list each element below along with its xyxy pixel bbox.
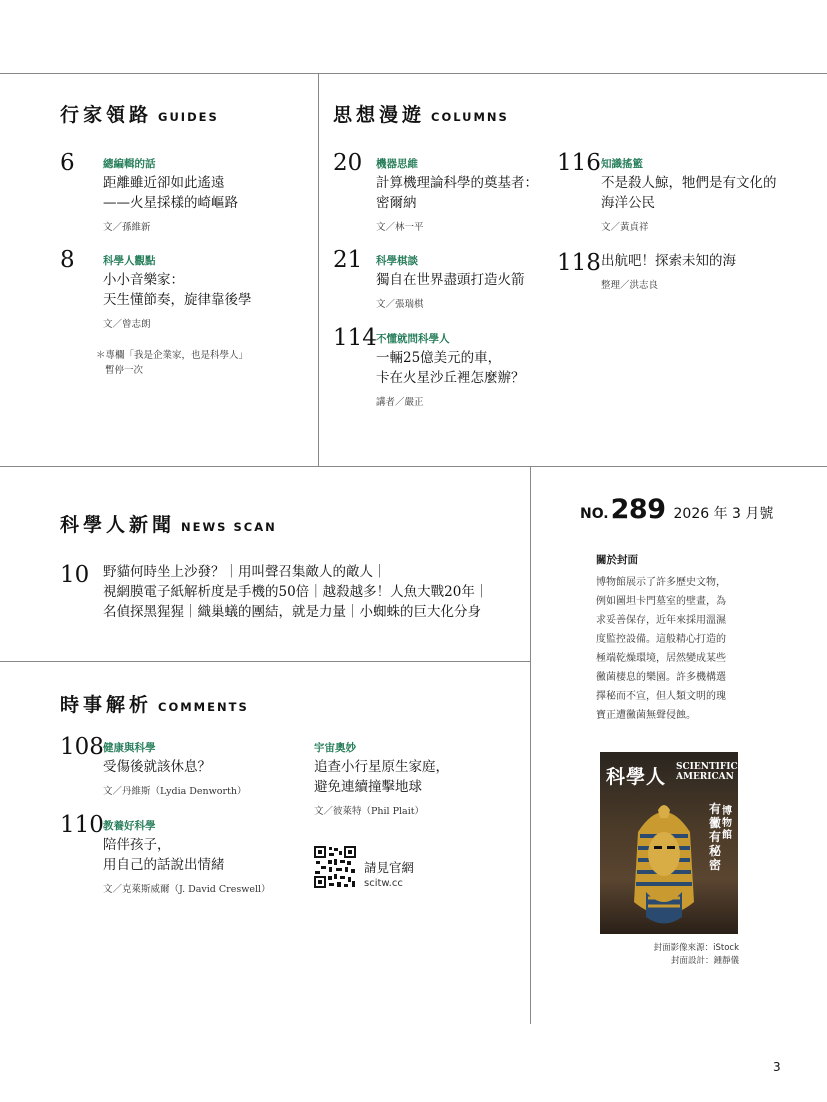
byline: 整理／洪志良 (601, 280, 659, 291)
website-link[interactable]: scitw.cc (364, 878, 403, 889)
category-label: 宇宙奧妙 (314, 742, 356, 754)
issue-info (580, 494, 773, 525)
category-label: 科學人觀點 (103, 255, 156, 267)
pharaoh-mask-illustration (628, 792, 700, 932)
byline: 講者／嚴正 (376, 397, 424, 408)
magazine-cover-image (600, 752, 738, 934)
headline: 海洋公民 (601, 195, 655, 211)
page-number: 21 (333, 247, 363, 273)
byline: 文／曾志朗 (103, 319, 151, 330)
headline: 用自己的話說出情緒 (103, 857, 225, 873)
page-number: 116 (557, 150, 601, 176)
sidebar-divider (530, 466, 531, 1024)
category-label: 不懂就問科學人 (376, 333, 450, 345)
page-number: 8 (60, 247, 75, 273)
byline: 文／張瑞棋 (376, 299, 424, 310)
headline: 一輛25億美元的車， (376, 350, 502, 366)
cover-image-credit: 封面影像來源：iStock (653, 943, 739, 953)
category-label: 總編輯的話 (103, 158, 156, 170)
headline: 計算機理論科學的奠基者： (376, 175, 538, 191)
headline: 密爾納 (376, 195, 417, 211)
headline: 追查小行星原生家庭， (314, 759, 449, 775)
cover-masthead-cn: 科學人 (606, 766, 667, 788)
page-number: 20 (333, 150, 363, 176)
columns-section-title: 思想漫遊 COLUMNS (333, 104, 509, 126)
cover-masthead-en: AMERICAN (676, 772, 734, 782)
middle-rule (0, 466, 827, 467)
byline: 文／黃貞祥 (601, 222, 649, 233)
category-label: 科學棋談 (376, 255, 418, 267)
headline: 卡在火星沙丘裡怎麼辦？ (376, 370, 525, 386)
category-label: 健康與科學 (103, 742, 156, 754)
cover-design-credit: 封面設計：鍾靜儀 (670, 956, 739, 966)
page-number: 6 (60, 150, 75, 176)
headline: 獨自在世界盡頭打造火箭 (376, 272, 525, 288)
headline: 名偵探黑猩猩｜織巢蟻的團結，就是力量｜小蜘蛛的巨大化分身 (103, 604, 481, 620)
cover-headline: 有黴有秘密 (709, 802, 722, 872)
headline: 距離雖近卻如此遙遠 (103, 175, 225, 191)
columns-divider (318, 73, 319, 466)
qr-code-icon[interactable] (314, 846, 356, 888)
issue-number: 289 (610, 494, 666, 525)
headline: 陪伴孩子， (103, 837, 171, 853)
page-number: 108 (60, 734, 104, 760)
category-label: 機器思維 (376, 158, 418, 170)
byline: 文／彼萊特（Phil Plait） (314, 806, 425, 817)
column-note: ＊專欄「我是企業家，也是科學人」 暫停一次 (96, 350, 249, 376)
category-label: 知識搖籃 (601, 158, 643, 170)
headline: 受傷後就該休息？ (103, 759, 211, 775)
page-number-footer: 3 (773, 1060, 781, 1074)
website-label: 請見官網 (364, 860, 415, 875)
cover-description: 博物館展示了許多歷史文物， 例如圖坦卡門墓室的壁畫，為 求妥善保存，近年來採用溫濕 度監控設備。這般精心打造的 極端乾燥環境，居然變成某些 黴菌棲息的樂園。許多機構選 擇秘而不宣，但人類文明的瑰 寶正遭黴菌無聲侵蝕。 (596, 577, 726, 721)
issue-no-label: NO. (580, 506, 609, 522)
category-label: 教養好科學 (103, 820, 156, 832)
headline: 野貓何時坐上沙發？｜用叫聲召集敵人的敵人｜ (103, 564, 387, 580)
cover-heading: 關於封面 (596, 554, 638, 566)
page-number: 10 (60, 562, 90, 588)
headline: 視網膜電子紙解析度是手機的50倍｜越殺越多！人魚大戰20年｜ (103, 584, 489, 600)
headline: 出航吧！探索未知的海 (601, 253, 736, 269)
page-number: 118 (557, 250, 601, 276)
issue-date: 2026 年 3 月號 (673, 506, 774, 522)
page-number: 114 (333, 325, 377, 351)
byline: 文／丹維斯（Lydia Denworth） (103, 786, 247, 797)
headline: ——火星採樣的崎嶇路 (103, 195, 238, 211)
byline: 文／克萊斯威爾（J. David Creswell） (103, 884, 271, 895)
guides-section-title: 行家領路 GUIDES (60, 104, 219, 126)
cover-masthead-en: SCIENTIFIC (676, 762, 738, 772)
headline: 不是殺人鯨，牠們是有文化的 (601, 175, 777, 191)
comments-section-title: 時事解析 COMMENTS (60, 694, 249, 716)
headline: 小小音樂家： (103, 272, 184, 288)
byline: 文／林一平 (376, 222, 424, 233)
byline: 文／孫維新 (103, 222, 151, 233)
headline: 避免連續撞擊地球 (314, 779, 422, 795)
page-number: 110 (60, 812, 104, 838)
headline: 天生懂節奏，旋律靠後學 (103, 292, 252, 308)
top-rule (0, 73, 827, 74)
cover-headline: 博物館 (722, 806, 732, 841)
news-section-title: 科學人新聞 NEWS SCAN (60, 514, 277, 536)
news-comments-rule (0, 661, 530, 662)
